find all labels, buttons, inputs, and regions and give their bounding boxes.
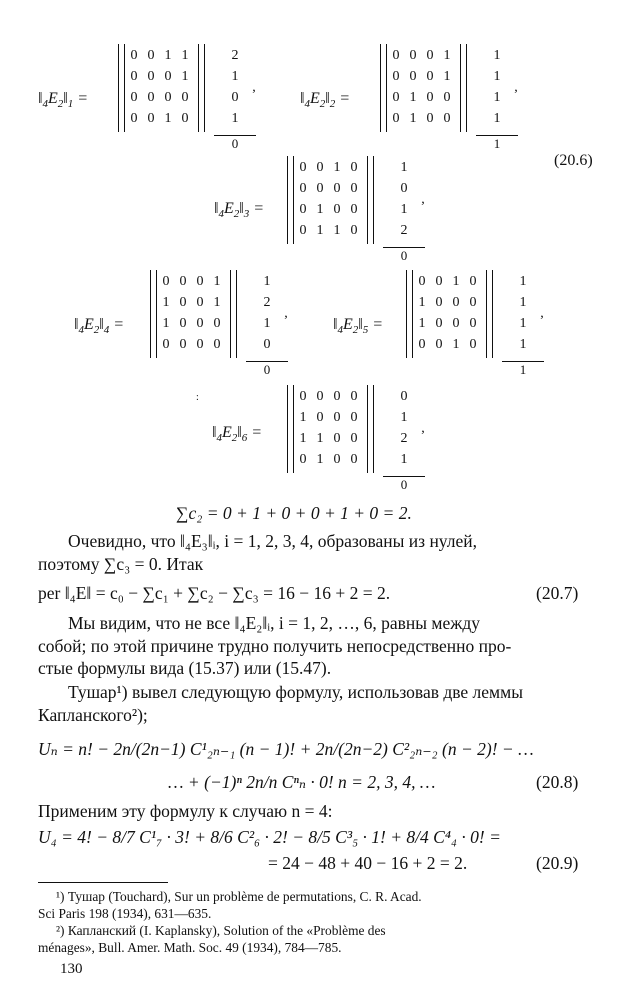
matrix-cell: 1 [213, 295, 221, 310]
paragraph-2-line-1: Мы видим, что не все ‖₄E₂‖ᵢ, i = 1, 2, …, 6, равны между [68, 613, 480, 633]
matrix-cell: 0 [443, 111, 451, 126]
matrix-cell: 1 [162, 316, 170, 331]
matrix-label-5: $‖_4E_2‖_5$ = [333, 316, 384, 337]
matrix-cell: 0 [392, 90, 400, 105]
matrix-6 [287, 385, 437, 492]
equation-number-20-6: (20.6) [554, 152, 593, 169]
footnote-2-line-2: ménages», Bull. Amer. Math. Soc. 49 (1934), 784—785. [38, 940, 342, 955]
matrix-right-bracket [460, 44, 467, 132]
matrix-cell: 0 [130, 48, 138, 63]
footnote-1-line-2: Sci Paris 198 (1934), 631—635. [38, 906, 212, 921]
matrix-cell: 0 [469, 316, 477, 331]
matrix-cell: 0 [213, 316, 221, 331]
paragraph-2-line-2: собой; по этой причине трудно получить непосредственно про- [38, 636, 512, 656]
equation-number-20-9: (20.9) [536, 853, 579, 873]
matrix-cell: 0 [350, 452, 358, 467]
matrix-4 [150, 270, 300, 377]
matrix-cell: 0 [418, 337, 426, 352]
matrix-cell: 0 [350, 202, 358, 217]
matrix-cell: 1 [409, 111, 417, 126]
matrix-right-bracket [198, 44, 205, 132]
matrix-cell: 0 [452, 295, 460, 310]
touchard-formula-line-1: Uₙ = n! − 2n/(2n−1) C¹₂ₙ₋₁ (n − 1)! + 2n/(2n−2) C²₂ₙ₋₂ (n − 2)! − … [38, 739, 534, 759]
matrix-cell: 0 [316, 410, 324, 425]
paragraph-3-line-2: Капланского²); [38, 705, 148, 725]
matrix-cell: 1 [333, 160, 341, 175]
matrix-label-3: $‖_4E_2‖_3$ = [214, 200, 265, 221]
footnote-2-line-1: ²) Капланский (I. Kaplansky), Solution of the «Problème des [56, 923, 386, 938]
matrix-cell: 0 [316, 389, 324, 404]
matrix-cell: 0 [164, 69, 172, 84]
matrix-cell: 0 [469, 337, 477, 352]
matrix-cell: 0 [299, 181, 307, 196]
matrix-right-bracket [367, 385, 374, 473]
matrix-cell: 1 [316, 452, 324, 467]
matrix-cell: 0 [299, 389, 307, 404]
matrix-cell: 0 [435, 295, 443, 310]
matrix-cell: 0 [196, 316, 204, 331]
matrix-cell: 0 [350, 181, 358, 196]
row-count-value: 1 [263, 274, 271, 289]
row-count-value: 1 [519, 295, 527, 310]
paragraph-3-line-1: Тушар¹) вывел следующую формулу, использовав две леммы [68, 682, 523, 702]
matrix-cell: 0 [179, 316, 187, 331]
row-count-value: 0 [400, 181, 408, 196]
matrix-cell: 0 [333, 202, 341, 217]
row-count-value: 1 [400, 452, 408, 467]
matrix-punctuation: , [514, 79, 518, 95]
matrix-cell: 0 [299, 452, 307, 467]
matrix-cell: 0 [179, 274, 187, 289]
u4-formula-line-1: U₄ = 4! − 8/7 C¹₇ · 3! + 8/6 C²₆ · 2! − 8/5 C³₅ · 1! + 8/4 C⁴₄ · 0! = [38, 827, 501, 847]
matrix-cell: 0 [426, 48, 434, 63]
matrix-cell: 0 [316, 160, 324, 175]
matrix-cell: 1 [443, 69, 451, 84]
footnote-1-line-1: ¹) Тушар (Touchard), Sur un problème de permutations, C. R. Acad. [56, 889, 422, 904]
matrix-cell: 1 [181, 48, 189, 63]
matrix-cell: 0 [435, 274, 443, 289]
matrix-cell: 0 [147, 90, 155, 105]
footnote-separator [38, 882, 168, 883]
matrix-cell: 0 [299, 202, 307, 217]
matrix-cell: 1 [164, 111, 172, 126]
matrix-right-bracket [230, 270, 237, 358]
matrix-cell: 0 [130, 111, 138, 126]
matrix-left-bracket [287, 156, 294, 244]
matrix-cell: 0 [130, 69, 138, 84]
matrix-cell: 0 [469, 274, 477, 289]
matrix-1 [118, 44, 268, 151]
matrix-cell: 0 [333, 431, 341, 446]
matrix-cell: 1 [299, 410, 307, 425]
matrix-3 [287, 156, 437, 263]
matrix-2 [380, 44, 530, 151]
row-count-value: 1 [493, 48, 501, 63]
matrix-cell: 0 [418, 274, 426, 289]
matrix-cell: 0 [181, 111, 189, 126]
column-sum-value: 0 [231, 136, 239, 151]
matrix-label-6: $‖_4E_2‖_6$ = [212, 424, 263, 445]
row-count-value: 1 [519, 316, 527, 331]
row-count-value: 0 [231, 90, 239, 105]
matrix-cell: 0 [162, 337, 170, 352]
matrix-cell: 0 [392, 111, 400, 126]
matrix-cell: 0 [452, 316, 460, 331]
row-count-value: 1 [400, 160, 408, 175]
matrix-cell: 0 [426, 69, 434, 84]
matrix-cell: 0 [409, 69, 417, 84]
matrix-5 [406, 270, 556, 377]
matrix-cell: 0 [409, 48, 417, 63]
matrix-cell: 0 [147, 111, 155, 126]
row-count-value: 1 [493, 111, 501, 126]
matrix-cell: 0 [181, 90, 189, 105]
matrix-cell: 0 [333, 410, 341, 425]
matrix-cell: 0 [443, 90, 451, 105]
matrix-cell: 0 [299, 160, 307, 175]
matrix-cell: 1 [418, 316, 426, 331]
row-count-value: 2 [400, 431, 408, 446]
matrix-cell: 0 [350, 223, 358, 238]
column-sum-value: 0 [400, 248, 408, 263]
row-count-value: 2 [400, 223, 408, 238]
matrix-cell: 0 [147, 48, 155, 63]
matrix-cell: 1 [181, 69, 189, 84]
matrix-label-2: $‖_4E_2‖_2$ = [300, 90, 351, 111]
matrix-cell: 0 [179, 337, 187, 352]
matrix-punctuation: , [284, 305, 288, 321]
matrix-right-bracket [486, 270, 493, 358]
row-count-value: 1 [519, 337, 527, 352]
paragraph-1-line-2: поэтому ∑c₃ = 0. Итак [38, 554, 204, 574]
matrix-cell: 0 [179, 295, 187, 310]
matrix-cell: 0 [392, 48, 400, 63]
matrix-cell: 0 [299, 223, 307, 238]
matrix-cell: 1 [162, 295, 170, 310]
matrix-cell: 0 [350, 389, 358, 404]
matrix-label-1: $‖_4E_2‖_1$ = [38, 90, 89, 111]
matrix-left-bracket [406, 270, 413, 358]
column-sum-value: 0 [400, 477, 408, 492]
equation-number-20-8: (20.8) [536, 772, 579, 792]
matrix-cell: 0 [392, 69, 400, 84]
matrix-left-bracket [118, 44, 125, 132]
matrix-cell: 1 [409, 90, 417, 105]
row-count-value: 1 [400, 202, 408, 217]
matrix-cell: 1 [213, 274, 221, 289]
permanent-equation: per ‖₄E‖ = c₀ − ∑c₁ + ∑c₂ − ∑c₃ = 16 − 16 + 2 = 2. [38, 583, 391, 603]
matrix-cell: 0 [435, 337, 443, 352]
matrix-cell: 1 [452, 274, 460, 289]
matrix-punctuation: , [252, 79, 256, 95]
column-sum-value: 0 [263, 362, 271, 377]
matrix-cell: 0 [196, 274, 204, 289]
row-count-value: 1 [231, 69, 239, 84]
matrix-cell: 0 [426, 90, 434, 105]
matrix-punctuation: , [540, 305, 544, 321]
paragraph-4: Применим эту формулу к случаю n = 4: [38, 801, 333, 821]
row-count-value: 2 [263, 295, 271, 310]
equation-number-20-7: (20.7) [536, 583, 579, 603]
matrix-cell: 0 [162, 274, 170, 289]
matrix-cell: 0 [350, 431, 358, 446]
paragraph-2-line-3: стые формулы вида (15.37) или (15.47). [38, 658, 332, 678]
matrix-left-bracket [287, 385, 294, 473]
matrix-cell: 0 [350, 410, 358, 425]
matrix-cell: 1 [452, 337, 460, 352]
matrix-label-4: $‖_4E_2‖_4$ = [74, 316, 125, 337]
u4-formula-line-2: = 24 − 48 + 40 − 16 + 2 = 2. [268, 853, 468, 873]
matrix-cell: 0 [350, 160, 358, 175]
matrix-cell: 1 [316, 202, 324, 217]
matrix-cell: 1 [418, 295, 426, 310]
row-count-value: 0 [400, 389, 408, 404]
matrix-cell: 0 [333, 181, 341, 196]
matrix-cell: 0 [213, 337, 221, 352]
matrix-cell: 1 [299, 431, 307, 446]
row-count-value: 0 [263, 337, 271, 352]
paragraph-1-line-1: Очевидно, что ‖₄E₃‖ᵢ, i = 1, 2, 3, 4, образованы из нулей, [68, 531, 478, 551]
matrix-cell: 1 [164, 48, 172, 63]
matrix-left-bracket [150, 270, 157, 358]
row-count-value: 1 [493, 90, 501, 105]
matrix-cell: 0 [130, 90, 138, 105]
column-sum-value: 1 [519, 362, 527, 377]
matrix-cell: 0 [426, 111, 434, 126]
matrix-cell: 1 [333, 223, 341, 238]
row-count-value: 1 [231, 111, 239, 126]
matrix-cell: 1 [316, 431, 324, 446]
matrix-cell: 0 [196, 295, 204, 310]
row-count-value: 1 [400, 410, 408, 425]
column-sum-value: 1 [493, 136, 501, 151]
matrix-right-bracket [367, 156, 374, 244]
matrix-punctuation: , [421, 191, 425, 207]
row-count-value: 1 [493, 69, 501, 84]
matrix-cell: 0 [164, 90, 172, 105]
matrix-cell: 0 [435, 316, 443, 331]
stray-mark: : [196, 392, 199, 403]
matrix-cell: 1 [316, 223, 324, 238]
matrix-cell: 1 [443, 48, 451, 63]
matrix-cell: 0 [196, 337, 204, 352]
matrix-punctuation: , [421, 420, 425, 436]
row-count-value: 1 [519, 274, 527, 289]
matrix-cell: 0 [333, 452, 341, 467]
row-count-value: 2 [231, 48, 239, 63]
matrix-cell: 0 [333, 389, 341, 404]
matrix-cell: 0 [316, 181, 324, 196]
matrix-cell: 0 [147, 69, 155, 84]
page-number: 130 [60, 961, 83, 977]
row-count-value: 1 [263, 316, 271, 331]
matrix-left-bracket [380, 44, 387, 132]
touchard-formula-line-2: … + (−1)ⁿ 2n/n Cⁿₙ · 0! n = 2, 3, 4, … [168, 772, 436, 792]
matrix-cell: 0 [469, 295, 477, 310]
sum-c2-equation: ∑c₂ = 0 + 1 + 0 + 0 + 1 + 0 = 2. [176, 503, 412, 523]
